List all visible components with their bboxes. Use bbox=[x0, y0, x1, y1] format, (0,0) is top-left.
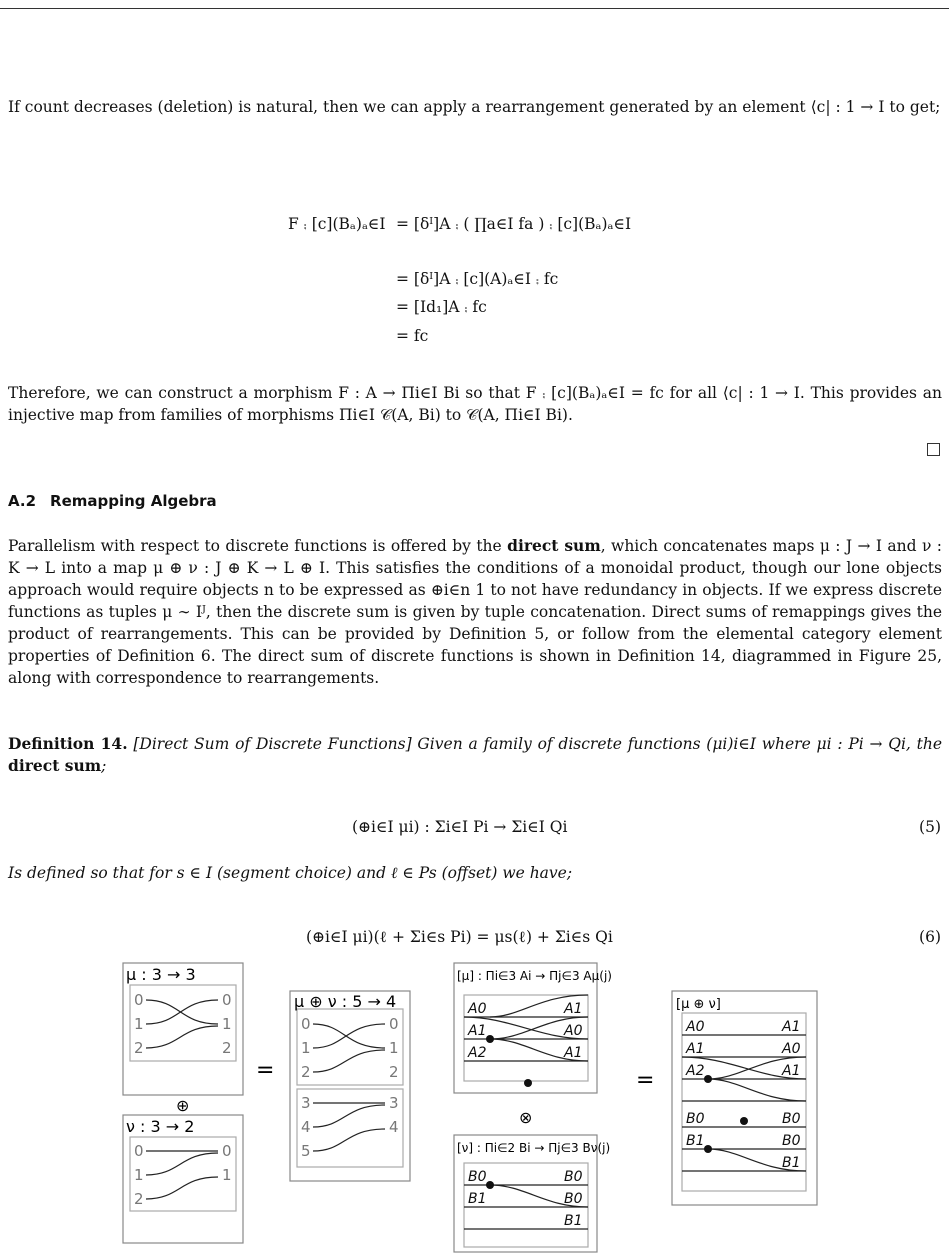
definition-14 bbox=[8, 733, 942, 777]
sum-wire-5 bbox=[313, 1129, 385, 1151]
equals-symbol-2: = bbox=[636, 1068, 655, 1093]
eq-line-1: = [δᴵ]A ⨾ ( ∏a∈I fa ) ⨾ [c](Bₐ)ₐ∈I bbox=[396, 215, 632, 233]
figure-label-43: A0 bbox=[686, 1019, 705, 1035]
figure-label-13: 0 bbox=[222, 991, 232, 1009]
top-rule bbox=[0, 8, 949, 9]
figure-label-42: B1 bbox=[564, 1213, 583, 1229]
figure-label-16: 0 bbox=[134, 1142, 144, 1160]
sum-r-wire-b bbox=[708, 1079, 806, 1101]
figure-label-29: 2 bbox=[389, 1063, 399, 1081]
mu-wire-2 bbox=[146, 1026, 218, 1048]
para3-bold: direct sum bbox=[507, 536, 601, 555]
figure-label-28: 1 bbox=[389, 1039, 399, 1057]
mu-r-dot-1 bbox=[486, 1035, 494, 1043]
definition-label: Definition 14. bbox=[8, 734, 128, 753]
eq-line-2: = [δᴵ]A ⨾ [c](A)ₐ∈I ⨾ fc bbox=[396, 270, 559, 288]
figure-label-10: 0 bbox=[134, 991, 144, 1009]
figure-label-33: A1 bbox=[468, 1023, 487, 1039]
paragraph-4: Is defined so that for s ∈ I (segment choice) and ℓ ∈ Ps (offset) we have; bbox=[8, 864, 573, 882]
figure-label-32: A0 bbox=[468, 1001, 487, 1017]
sum-r-dot-2 bbox=[740, 1117, 748, 1125]
nu-r-title: [ν] : Πi∈2 Bi → Πj∈3 Bν(j) bbox=[457, 1141, 611, 1155]
figure-label-30: 3 bbox=[389, 1094, 399, 1112]
figure-label-45: A2 bbox=[686, 1063, 705, 1079]
mu-wire-1 bbox=[146, 1000, 218, 1024]
sum-r-dot-3 bbox=[704, 1145, 712, 1153]
figure-label-49: B0 bbox=[686, 1111, 705, 1127]
equation-6: (⊕i∈I μi)(ℓ + Σi∈s Pi) = μs(ℓ) + Σi∈s Qi bbox=[306, 928, 613, 946]
figure-label-34: A2 bbox=[468, 1045, 487, 1061]
figure-label-15: 2 bbox=[222, 1039, 232, 1057]
mu-title: μ : 3 → 3 bbox=[126, 965, 196, 984]
figure-label-20: 1 bbox=[222, 1166, 232, 1184]
definition-text-a: [Direct Sum of Discrete Functions] Given a family of discrete functions (μi)i∈I where μi : Pi → Qi, the bbox=[127, 735, 942, 753]
figure-label-19: 0 bbox=[222, 1142, 232, 1160]
figure-label-37: A1 bbox=[564, 1045, 583, 1061]
figure-label-41: B0 bbox=[564, 1191, 583, 1207]
figure-label-39: B1 bbox=[468, 1191, 487, 1207]
mu-r-title: [μ] : Πi∈3 Ai → Πj∈3 Aμ(j) bbox=[457, 969, 612, 983]
oplus-symbol: ⊕ bbox=[176, 1096, 190, 1115]
figure-label-31: 4 bbox=[389, 1118, 399, 1136]
figure-label-11: 1 bbox=[134, 1015, 144, 1033]
figure-label-12: 2 bbox=[134, 1039, 144, 1057]
mu-wire-0 bbox=[146, 1000, 218, 1024]
qed-symbol bbox=[927, 443, 940, 456]
sum-wire-0 bbox=[313, 1024, 385, 1048]
nu-title: ν : 3 → 2 bbox=[126, 1117, 195, 1136]
figure-label-46: A1 bbox=[782, 1019, 801, 1035]
definition-text-b: ; bbox=[101, 757, 107, 775]
nu-wire-2 bbox=[146, 1177, 218, 1199]
sum-wire-4 bbox=[313, 1105, 385, 1127]
figure-label-52: B0 bbox=[782, 1133, 801, 1149]
mu-inner-box bbox=[130, 985, 236, 1061]
figure-label-38: B0 bbox=[468, 1169, 487, 1185]
figure-label-40: B0 bbox=[564, 1169, 583, 1185]
paragraph-2: Therefore, we can construct a morphism F : A → Πi∈I Bi so that F ⨾ [c](Bₐ)ₐ∈I = fc for all ⟨c| : 1 → I. This provides an injective map from families of morphisms Πi∈I 𝒞(A, Bi) to 𝒞(A, Πi∈I Bi). bbox=[8, 384, 942, 424]
figure-label-14: 1 bbox=[222, 1015, 232, 1033]
eq-line-3: = [Id₁]A ⨾ fc bbox=[396, 298, 487, 316]
figure-label-44: A1 bbox=[686, 1041, 705, 1057]
figure-label-50: B1 bbox=[686, 1133, 705, 1149]
section-number: A.2 bbox=[8, 492, 37, 510]
figure-label-21: 0 bbox=[301, 1015, 311, 1033]
figure-label-51: B0 bbox=[782, 1111, 801, 1127]
figure-label-26: 5 bbox=[301, 1142, 311, 1160]
sum-inner-top bbox=[297, 1009, 403, 1085]
figure-label-27: 0 bbox=[389, 1015, 399, 1033]
sum-wire-2 bbox=[313, 1050, 385, 1072]
definition-bold: direct sum bbox=[8, 756, 102, 775]
equation-5-number: (5) bbox=[919, 818, 941, 836]
figure-label-36: A0 bbox=[564, 1023, 583, 1039]
section-heading bbox=[8, 492, 217, 510]
figure-label-25: 4 bbox=[301, 1118, 311, 1136]
sum-r-dot-1 bbox=[704, 1075, 712, 1083]
figure-label-22: 1 bbox=[301, 1039, 311, 1057]
figure-25 bbox=[0, 955, 949, 1255]
nu-inner-box bbox=[130, 1137, 236, 1211]
sum-wire-1 bbox=[313, 1024, 385, 1048]
equation-6-number: (6) bbox=[919, 928, 941, 946]
figure-label-18: 2 bbox=[134, 1190, 144, 1208]
figure-label-24: 3 bbox=[301, 1094, 311, 1112]
nu-r-dot bbox=[486, 1181, 494, 1189]
sum-inner-bottom bbox=[297, 1089, 403, 1167]
sum-title: μ ⊕ ν : 5 → 4 bbox=[294, 992, 397, 1011]
figure-label-53: B1 bbox=[782, 1155, 801, 1171]
figure-label-47: A0 bbox=[782, 1041, 801, 1057]
section-title: Remapping Algebra bbox=[50, 492, 217, 510]
para3-text-a: Parallelism with respect to discrete functions is offered by the bbox=[8, 537, 508, 555]
paragraph-1: If count decreases (deletion) is natural, then we can apply a rearrangement generated by an element ⟨c| : 1 → I to get; bbox=[8, 98, 941, 116]
para3-text-b: , which concatenates maps μ : J → I and ν : K → L into a map μ ⊕ ν : J ⊕ K → L ⊕ I. This satisfies the conditions of a monoidal product, though our lone objects approach would require objects n to be expressed as ⊕i∈n 1 to not have redundancy in objects. If we express discrete functions as tuples μ ∼ Iᴶ, then the discrete sum is given by tuple concatenation. Direct sums of remappings gives the product of rearrangements. This can be provided by Definition 5, or follow from the elemental category element properties of Definition 6. The direct sum of discrete functions is shown in Definition 14, diagrammed in Figure 25, along with correspondence to rearrangements. bbox=[8, 537, 943, 687]
eq-line-4: = fc bbox=[396, 327, 429, 345]
figure-label-23: 2 bbox=[301, 1063, 311, 1081]
sum-r-title: [μ ⊕ ν] bbox=[676, 997, 721, 1012]
otimes-symbol: ⊗ bbox=[519, 1108, 533, 1127]
equals-symbol-1: = bbox=[256, 1058, 275, 1083]
figure-label-17: 1 bbox=[134, 1166, 144, 1184]
figure-label-48: A1 bbox=[782, 1063, 801, 1079]
figure-label-35: A1 bbox=[564, 1001, 583, 1017]
nu-wire-1 bbox=[146, 1153, 218, 1175]
paragraph-3 bbox=[8, 535, 942, 689]
equation-5: (⊕i∈I μi) : Σi∈I Pi → Σi∈I Qi bbox=[352, 818, 568, 836]
eq-lhs: F ⨾ [c](Bₐ)ₐ∈I bbox=[288, 215, 386, 233]
mu-r-dot-2 bbox=[524, 1079, 532, 1087]
